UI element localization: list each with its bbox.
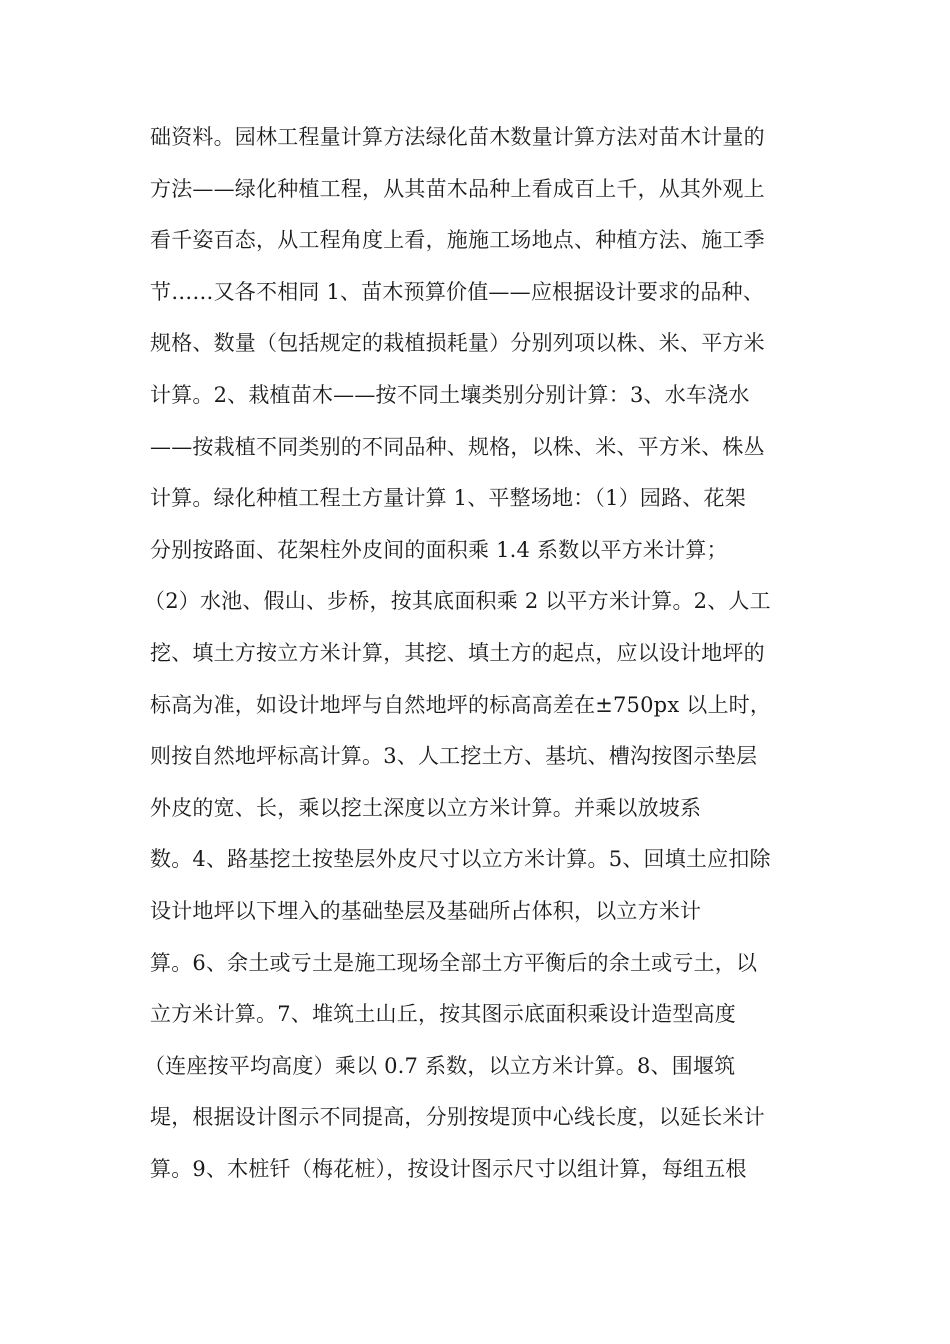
text-line: 节……又各不相同 1、苗木预算价值——应根据设计要求的品种、	[150, 279, 765, 304]
text-line: 挖、填土方按立方米计算，其挖、填土方的起点，应以设计地坪的	[150, 640, 765, 665]
text-line: （2）水池、假山、步桥，按其底面积乘 2 以平方米计算。2、人工	[144, 589, 771, 614]
text-line: 础资料。园林工程量计算方法绿化苗木数量计算方法对苗木计量的	[150, 125, 765, 149]
text-line: 标高为准，如设计地坪与自然地坪的标高高差在±750px 以上时，	[150, 692, 772, 717]
text-line: 外皮的宽、长，乘以挖土深度以立方米计算。并乘以放坡系	[150, 795, 702, 820]
text-line: 则按自然地坪标高计算。3、人工挖土方、基坑、槽沟按图示垫层	[150, 744, 758, 769]
text-line: 设计地坪以下埋入的基础垫层及基础所占体积，以立方米计	[150, 898, 702, 923]
text-line: 计算。绿化种植工程土方量计算 1、平整场地：（1）园路、花架	[150, 486, 746, 511]
text-line: 数。4、路基挖土按垫层外皮尺寸以立方米计算。5、回填土应扣除	[150, 847, 771, 872]
text-line: 计算。2、栽植苗木——按不同土壤类别分别计算：3、水车浇水	[150, 382, 750, 407]
text-line: 堤，根据设计图示不同提高，分别按堤顶中心线长度，以延长米计	[150, 1105, 765, 1130]
text-line: 看千姿百态，从工程角度上看，施施工场地点、种植方法、施工季	[150, 228, 765, 253]
text-line: ——按栽植不同类别的不同品种、规格，以株、米、平方米、株丛	[150, 434, 765, 459]
text-line: （连座按平均高度）乘以 0.7 系数，以立方米计算。8、围堰筑	[144, 1053, 736, 1078]
text-line: 算。6、余土或亏土是施工现场全部土方平衡后的余土或亏土，以	[150, 950, 758, 975]
text-line: 分别按路面、花架柱外皮间的面积乘 1.4 系数以平方米计算；	[150, 537, 728, 562]
text-line: 立方米计算。7、堆筑土山丘，按其图示底面积乘设计造型高度	[150, 1002, 736, 1027]
text-line: 算。9、木桩钎（梅花桩），按设计图示尺寸以组计算，每组五根	[150, 1156, 747, 1181]
text-line: 方法——绿化种植工程，从其苗木品种上看成百上千，从其外观上	[150, 176, 765, 201]
body-text	[144, 116, 810, 1199]
text-line: 规格、数量（包括规定的栽植损耗量）分别列项以株、米、平方米	[150, 331, 765, 356]
